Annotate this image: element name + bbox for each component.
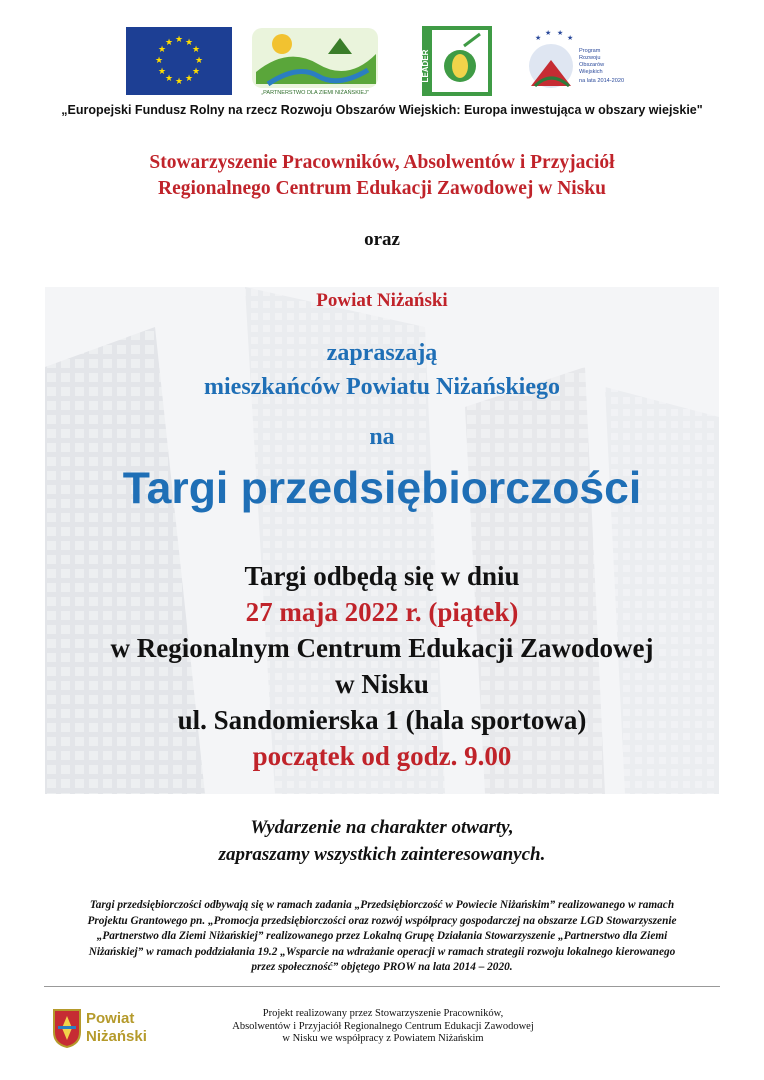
crest-icon [52,1008,82,1048]
footer-line3: w Nisku we współpracy z Powiatem Niżańskim [282,1033,484,1044]
svg-text:★: ★ [164,38,174,48]
svg-text:★: ★ [164,74,174,84]
svg-text:★: ★ [184,74,194,84]
svg-text:★: ★ [194,56,204,66]
organizer-line2: Regionalnego Centrum Edukacji Zawodowej w Nisku [158,178,606,199]
prow-logo-line3: Obszarów [579,62,605,68]
powiat-nizanski-logo [52,1008,162,1050]
svg-text:★: ★ [191,45,201,55]
svg-text:★: ★ [535,34,542,42]
leader-logo-text: LEADER [421,49,430,83]
fine-line1: Targi przedsiębiorczości odbywają się w ramach zadania „Przedsiębiorczość w Powiecie Niżańskim” realizowanego w ramach [89,899,675,911]
svg-text:★: ★ [154,56,164,66]
fine-line4: Niżańskiej” w ramach poddziałania 19.2 „Wsparcie na wdrażanie operacji w ramach strategii rozwoju lokalnego kierowanego [88,945,676,958]
program-motto: „Europejski Fundusz Rolny na rzecz Rozwoju Obszarów Wiejskich: Europa inwestująca w obszary wiejskie" [61,103,703,117]
invitation-line1: zapraszają [326,340,438,366]
event-start-time: początek od godz. 9.00 [252,741,512,771]
svg-text:★: ★ [567,34,574,42]
note-line1: Wydarzenie na charakter otwarty, [250,817,514,838]
invitation [0,336,764,404]
event-details [0,558,764,774]
details-line1: Targi odbędą się w dniu [244,561,520,591]
svg-text:★: ★ [174,35,184,45]
co-organizer: Powiat Niżański [316,290,448,311]
footer-divider [44,986,720,987]
svg-text:★: ★ [557,29,564,37]
leader-logo [422,26,492,96]
organizer-line1: Stowarzyszenie Pracowników, Absolwentów i Przyjaciół [149,152,615,173]
svg-text:★: ★ [157,45,167,55]
partnerstwo-logo [248,24,382,96]
prow-logo-line4: Wiejskich [579,69,603,75]
invitation-line2: mieszkańców Powiatu Niżańskiego [204,374,560,400]
footer-line2: Absolwentów i Przyjaciół Regionalnego Centrum Edukacji Zawodowej [232,1020,534,1032]
details-venue: w Regionalnym Centrum Edukacji Zawodowej [110,633,654,663]
details-city: w Nisku [335,669,429,699]
eu-stars-icon [126,27,232,95]
and-text: oraz [364,229,400,250]
partnerstwo-logo-text: „PARTNERSTWO DLA ZIEMI NIŻAŃSKIEJ” [261,90,369,96]
event-address: ul. Sandomierska 1 (hala sportowa) [177,705,587,735]
project-footer [205,1008,561,1046]
svg-text:★: ★ [157,67,167,77]
svg-text:★: ★ [184,38,194,48]
powiat-logo-line2: Niżański [86,1028,147,1045]
fine-line2: Projektu Grantowego pn. „Promocja przedsiębiorczości oraz rozwój współpracy gospodarczej na obszarze LGD Stowarzyszenie [87,914,677,927]
svg-text:★: ★ [191,67,201,77]
eu-flag-logo [126,27,232,95]
fine-line5: przez społeczność” objętego PROW na lata 2014 – 2020. [251,961,513,973]
prow-logo-line2: Rozwoju [579,55,601,61]
prow-logo-line5: na lata 2014-2020 [579,78,625,84]
svg-text:★: ★ [174,77,184,87]
event-date: 27 maja 2022 r. (piątek) [245,597,519,627]
event-title: Targi przedsiębiorczości [122,464,642,513]
fine-line3: „Partnerstwo dla Ziemi Niżańskiej” realizowanego przez Lokalną Grupę Działania Stowarzyszenie „Partnerstwo dla Ziemi [96,930,668,942]
svg-text:★: ★ [545,29,552,37]
to-text: na [369,424,395,450]
powiat-logo-line1: Powiat [86,1010,135,1027]
open-event-note [0,814,764,868]
footer-line1: Projekt realizowany przez Stowarzyszenie Pracowników, [262,1008,504,1019]
funding-fine-print [44,898,720,976]
note-line2: zapraszamy wszystkich zainteresowanych. [218,844,546,865]
prow-logo [521,26,657,98]
prow-logo-line1: Program [579,48,601,54]
